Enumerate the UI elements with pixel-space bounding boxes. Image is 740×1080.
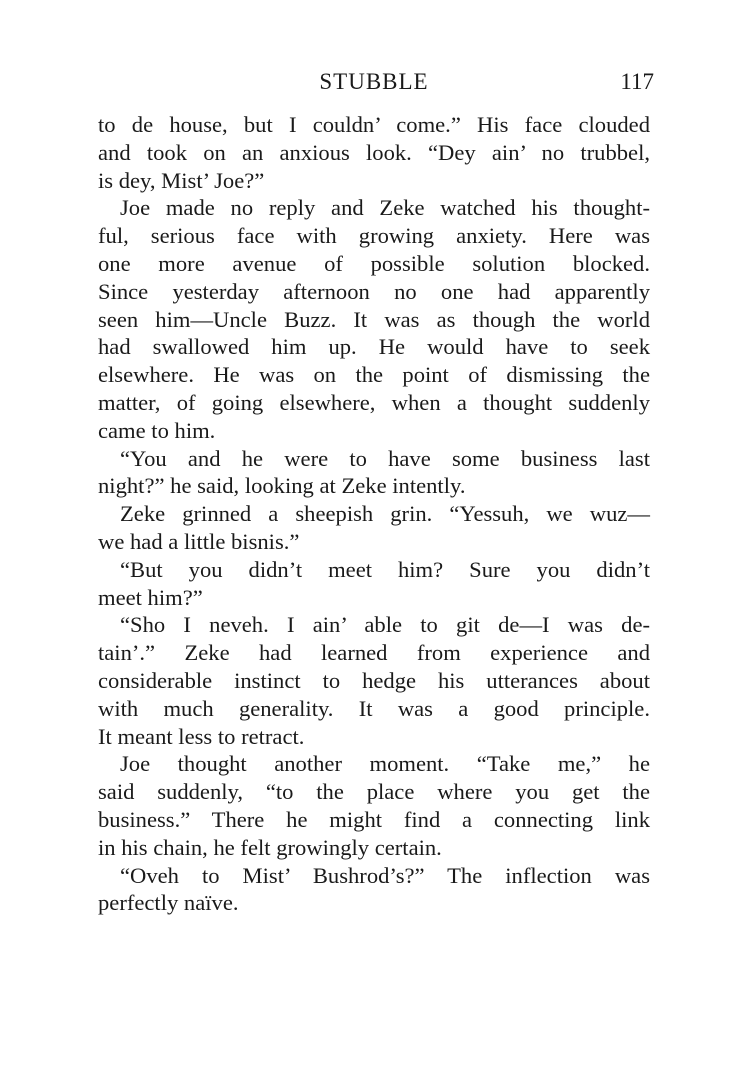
body-text	[98, 111, 650, 917]
text-line: Joe made no reply and Zeke watched his thought-	[120, 195, 650, 221]
text-line: had swallowed him up. He would have to seek	[98, 334, 650, 360]
text-line: It meant less to retract.	[98, 723, 305, 749]
text-line: “Oveh to Mist’ Bushrod’s?” The inflection was	[120, 862, 650, 888]
text-line: with much generality. It was a good principle.	[98, 695, 650, 721]
page-number: 117	[620, 69, 654, 94]
text-line: Joe thought another moment. “Take me,” he	[120, 751, 650, 777]
text-line: perfectly naïve.	[98, 890, 239, 916]
text-line: one more avenue of possible solution blocked.	[98, 250, 650, 276]
text-line: and took on an anxious look. “Dey ain’ no trubbel,	[98, 139, 650, 165]
text-line: seen him—Uncle Buzz. It was as though the world	[98, 306, 650, 332]
text-line: “Sho I neveh. I ain’ able to git de—I was de-	[120, 612, 650, 638]
text-line: night?” he said, looking at Zeke intently.	[98, 473, 466, 499]
text-line: ful, serious face with growing anxiety. Here was	[98, 223, 650, 249]
text-line: business.” There he might find a connecting link	[98, 806, 650, 832]
text-line: “You and he were to have some business last	[120, 445, 650, 471]
text-line: matter, of going elsewhere, when a thought suddenly	[98, 389, 650, 415]
text-line: is dey, Mist’ Joe?”	[98, 167, 265, 193]
text-line: considerable instinct to hedge his utterances about	[98, 667, 650, 693]
running-title: STUBBLE	[319, 69, 429, 94]
text-line: tain’.” Zeke had learned from experience and	[98, 640, 650, 666]
text-line: “But you didn’t meet him? Sure you didn’t	[120, 556, 650, 582]
text-line: to de house, but I couldn’ come.” His face clouded	[98, 112, 650, 137]
text-line: elsewhere. He was on the point of dismissing the	[98, 362, 650, 388]
text-line: said suddenly, “to the place where you get the	[98, 779, 650, 805]
text-line: Zeke grinned a sheepish grin. “Yessuh, we wuz—	[120, 501, 650, 527]
text-line: in his chain, he felt growingly certain.	[98, 834, 442, 860]
text-line: we had a little bisnis.”	[98, 528, 300, 554]
text-line: Since yesterday afternoon no one had apparently	[98, 278, 650, 304]
text-line: meet him?”	[98, 584, 203, 610]
text-line: came to him.	[98, 417, 216, 443]
page-header	[98, 62, 654, 102]
